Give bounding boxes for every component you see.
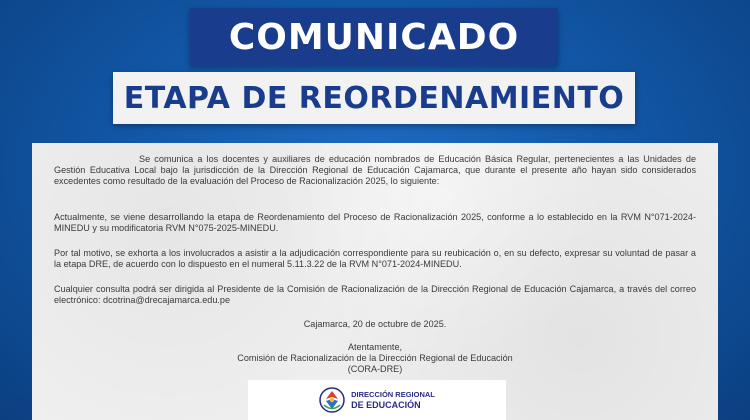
paragraph-reordering: Actualmente, se viene desarrollando la etapa de Reordenamiento del Proceso de Racionalización 2025, conforme a lo establecido en la RVM N°071-2024-MINEDU y su modificatoria RVM N°075-2025-MINEDU. (54, 212, 696, 234)
closing-line: Atentamente, (347, 342, 403, 352)
regional-education-emblem-icon (319, 387, 345, 413)
logo-line-2: DE EDUCACIÓN (351, 400, 421, 410)
announcement-paper (32, 143, 718, 420)
signature-line: Comisión de Racionalización de la Dirección Regional de Educación (237, 353, 513, 363)
date-line: Cajamarca, 20 de octubre de 2025. (303, 319, 447, 329)
signature-abbreviation: (CORA-DRE) (347, 364, 403, 374)
subtitle-banner (113, 72, 635, 124)
page-subtitle: ETAPA DE REORDENAMIENTO (123, 80, 625, 116)
paragraph-contact: Cualquier consulta podrá ser dirigida al Presidente de la Comisión de Racionalización de la Dirección Regional de Educación Cajamarca, a través del correo electrónico: dcotrina@drecajamarca.edu.pe (54, 284, 696, 306)
logo-line-1: DIRECCIÓN REGIONAL (351, 390, 435, 399)
paragraph-intro: Se comunica a los docentes y auxiliares de educación nombrados de Educación Básica Regular, pertenecientes a las Unidades de Gestión Educativa Local bajo la jurisdicción de la Dirección Regional de Educación Cajamarca, que durante el presente año hayan sido considerados excedentes como resultado de la evaluación del Proceso de Racionalización 2025, lo siguiente: (54, 154, 696, 187)
paragraph-exhortation: Por tal motivo, se exhorta a los involucrados a asistir a la adjudicación correspondiente para su reubicación o, en su defecto, expresar su voluntad de pasar a la etapa DRE, de acuerdo con lo dispuesto en el numeral 5.11.3.22 de la RVM N°071-2024-MINEDU. (54, 248, 696, 270)
logo-text (351, 390, 435, 410)
institution-logo (248, 380, 506, 420)
page-title: COMUNICADO (228, 16, 520, 58)
title-banner (190, 8, 558, 66)
